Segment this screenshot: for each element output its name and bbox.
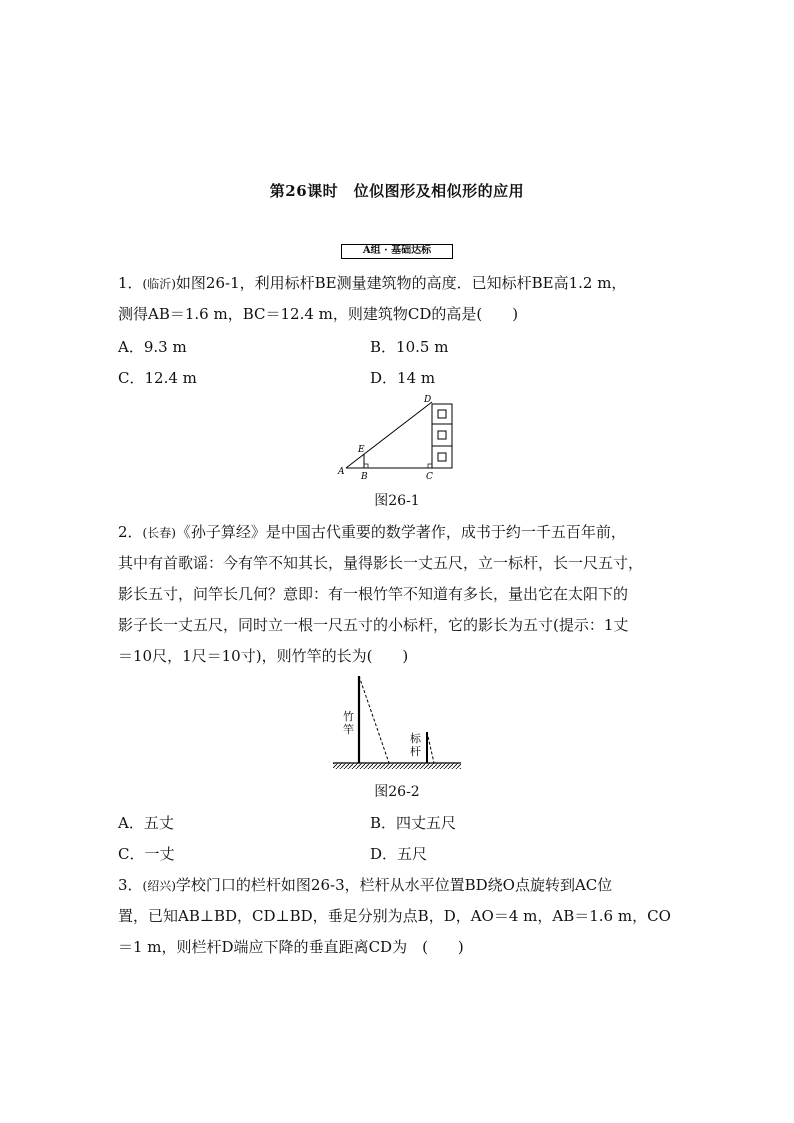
building-floor-3 (432, 446, 452, 468)
figure-26-1-caption: 图26-1 (374, 493, 420, 509)
label-zhu: 竹 (343, 710, 354, 723)
label-d: D (424, 395, 432, 405)
question-3-line-2: 置，已知AB⊥BD，CD⊥BD，垂足分别为点B，D，AO＝4 m，AB＝1.6 m，CO (118, 907, 671, 925)
label-biao: 标 (410, 732, 421, 745)
right-angle-b (364, 464, 368, 468)
question-2-option-a: A．五丈 (118, 814, 174, 832)
question-2-option-c: C．一丈 (118, 845, 175, 863)
question-3-line-1 (118, 874, 612, 895)
building-floor-2 (432, 424, 452, 446)
question-2-number: 2． (118, 523, 143, 541)
question-2-line-3: 影长五寸，问竿长几何？意即：有一根竹竿不知道有多长，量出它在太阳下的 (118, 585, 629, 603)
question-2-line-4: 影子长一丈五尺，同时立一根一尺五寸的小标杆，它的影长为五寸(提示：1丈 (118, 616, 629, 634)
question-3-number: 3． (118, 876, 143, 894)
question-2-option-b: B．四丈五尺 (370, 814, 457, 832)
label-e: E (358, 445, 365, 455)
question-1-option-c: C．12.4 m (118, 369, 197, 387)
window-3 (438, 453, 446, 461)
question-2-text-1: 《孙子算经》是中国古代重要的数学著作，成书于约一千五百年前， (175, 523, 626, 541)
question-1-text-1: 如图26-1，利用标杆BE测量建筑物的高度．已知标杆BE高1.2 m， (175, 274, 627, 292)
label-b: B (361, 472, 368, 482)
question-1-option-b: B．10.5 m (370, 338, 449, 356)
label-c: C (426, 472, 433, 482)
question-2-line-5: ＝10尺，1尺＝10寸)，则竹竿的长为( ) (118, 647, 409, 665)
question-2-option-d: D．五尺 (370, 845, 428, 863)
question-1-option-d: D．14 m (370, 369, 436, 387)
small-pole-shadow-ray (427, 732, 434, 763)
figure-26-1 (336, 394, 456, 486)
right-angle-c (428, 464, 432, 468)
question-3-source: (绍兴) (142, 879, 176, 893)
window-1 (438, 410, 446, 418)
question-2-source: (长春) (142, 526, 176, 540)
question-2-line-2: 其中有首歌谣：今有竿不知其长，量得影长一丈五尺，立一标杆，长一尺五寸， (118, 554, 644, 572)
figure-26-2-caption: 图26-2 (374, 784, 420, 800)
sight-line (346, 402, 432, 468)
figure-26-2 (333, 672, 463, 774)
question-1-line-1 (118, 272, 626, 293)
question-2-line-1 (118, 521, 626, 542)
label-gan: 竿 (343, 723, 354, 736)
label-a: A (338, 467, 345, 477)
page-title: 第26课时 位似图形及相似形的应用 (269, 182, 525, 200)
ground-hatch (333, 763, 461, 769)
building-floor-1 (432, 404, 452, 424)
window-2 (438, 431, 446, 439)
label-gan-2: 杆 (410, 745, 421, 758)
question-1-number: 1． (118, 274, 143, 292)
section-badge: A组 · 基础达标 (341, 244, 453, 259)
question-1-option-a: A．9.3 m (118, 338, 187, 356)
question-1-source: (临沂) (142, 277, 176, 291)
question-1-line-2: 测得AB＝1.6 m，BC＝12.4 m，则建筑物CD的高是( ) (118, 305, 519, 323)
question-3-line-3: ＝1 m，则栏杆D端应下降的垂直距离CD为 ( ) (118, 938, 464, 956)
bamboo-shadow-ray (359, 676, 389, 763)
question-3-text-1: 学校门口的栏杆如图26-3，栏杆从水平位置BD绕O点旋转到AC位 (175, 876, 613, 894)
